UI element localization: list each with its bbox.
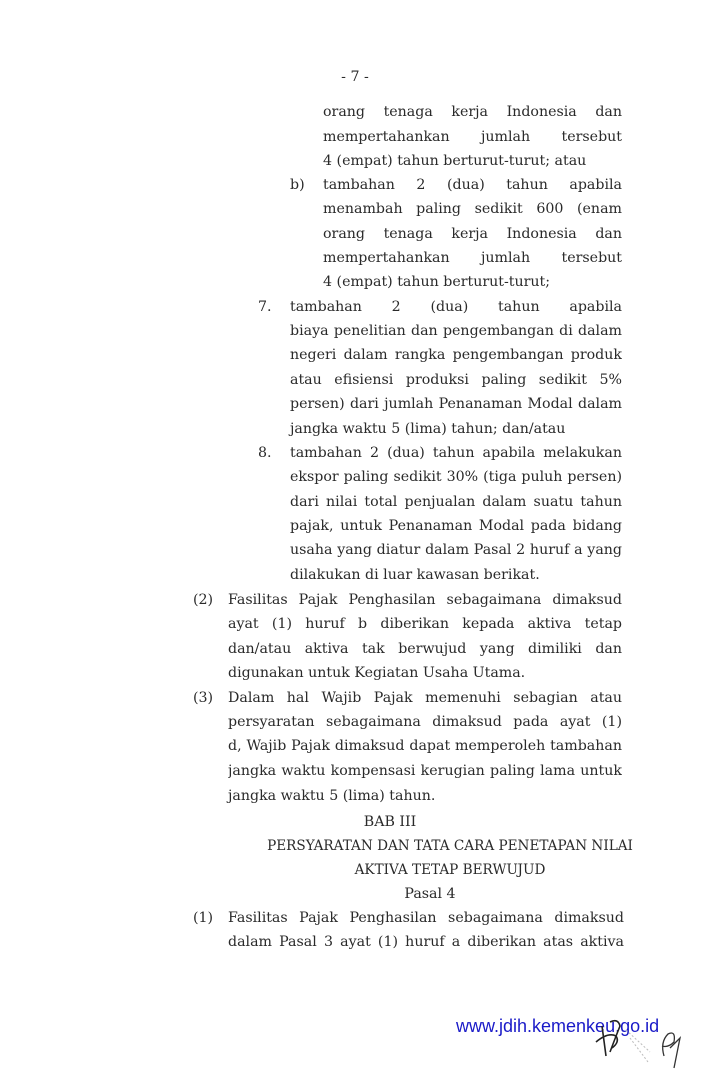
text-line: atau efisiensi produksi paling sedikit 5% bbox=[290, 372, 622, 388]
text-line: dalam Pasal 3 ayat (1) huruf a diberikan atas aktiva bbox=[228, 934, 624, 950]
chapter-label: BAB III bbox=[363, 814, 417, 830]
text-line: ekspor paling sedikit 30% (tiga puluh persen) bbox=[290, 469, 622, 485]
initials-signature-icon bbox=[590, 1012, 690, 1072]
text-line: tambahan 2 (dua) tahun apabila bbox=[323, 177, 622, 193]
text-line: usaha yang diatur dalam Pasal 2 huruf a yang bbox=[290, 542, 622, 558]
text-line: persyaratan sebagaimana dimaksud pada ayat (1) bbox=[228, 714, 622, 730]
text-line: digunakan untuk Kegiatan Usaha Utama. bbox=[228, 665, 526, 681]
item-marker: b) bbox=[290, 177, 305, 193]
text-line: d, Wajib Pajak dimaksud dapat memperoleh tambahan bbox=[228, 738, 622, 754]
text-line: 4 (empat) tahun berturut-turut; atau bbox=[323, 153, 587, 169]
text-line: pajak, untuk Penanaman Modal pada bidang bbox=[290, 518, 622, 534]
text-line: biaya penelitian dan pengembangan di dalam bbox=[290, 323, 622, 339]
text-line: 4 (empat) tahun berturut-turut; bbox=[323, 274, 551, 290]
text-line: menambah paling sedikit 600 (enam bbox=[323, 201, 622, 217]
text-line: dan/atau aktiva tak berwujud yang dimiliki dan bbox=[228, 641, 622, 657]
page-number: - 7 - bbox=[341, 69, 369, 85]
text-line: ayat (1) huruf b diberikan kepada aktiva tetap bbox=[228, 616, 622, 632]
text-line: negeri dalam rangka pengembangan produk bbox=[290, 347, 622, 363]
chapter-title-line: AKTIVA TETAP BERWUJUD bbox=[354, 862, 546, 878]
text-line: jangka waktu kompensasi kerugian paling lama untuk bbox=[228, 763, 622, 779]
text-line: persen) dari jumlah Penanaman Modal dalam bbox=[290, 396, 622, 412]
text-line: jangka waktu 5 (lima) tahun. bbox=[228, 788, 436, 804]
text-line: dari nilai total penjualan dalam suatu tahun bbox=[290, 494, 622, 510]
article-heading: Pasal 4 bbox=[404, 886, 456, 902]
ayat-marker: (1) bbox=[193, 910, 214, 926]
text-line: orang tenaga kerja Indonesia dan bbox=[323, 104, 622, 120]
text-line: tambahan 2 (dua) tahun apabila bbox=[290, 299, 622, 315]
watermark-url: www.jdih.kemenkeu.go.id bbox=[456, 1016, 660, 1036]
text-line: mempertahankan jumlah tersebut bbox=[323, 250, 622, 266]
text-line: orang tenaga kerja Indonesia dan bbox=[323, 226, 622, 242]
text-line: mempertahankan jumlah tersebut bbox=[323, 129, 622, 145]
text-line: Fasilitas Pajak Penghasilan sebagaimana dimaksud bbox=[228, 910, 624, 926]
text-line: Fasilitas Pajak Penghasilan sebagaimana dimaksud bbox=[228, 592, 622, 608]
ayat-marker: (3) bbox=[193, 690, 214, 706]
chapter-title-line: PERSYARATAN DAN TATA CARA PENETAPAN NILAI bbox=[267, 838, 633, 854]
item-marker: 7. bbox=[258, 299, 272, 315]
text-line: tambahan 2 (dua) tahun apabila melakukan bbox=[290, 445, 622, 461]
ayat-marker: (2) bbox=[193, 592, 214, 608]
text-line: Dalam hal Wajib Pajak memenuhi sebagian atau bbox=[228, 690, 622, 706]
text-line: jangka waktu 5 (lima) tahun; dan/atau bbox=[290, 421, 566, 437]
item-marker: 8. bbox=[258, 445, 272, 461]
text-line: dilakukan di luar kawasan berikat. bbox=[290, 567, 540, 583]
